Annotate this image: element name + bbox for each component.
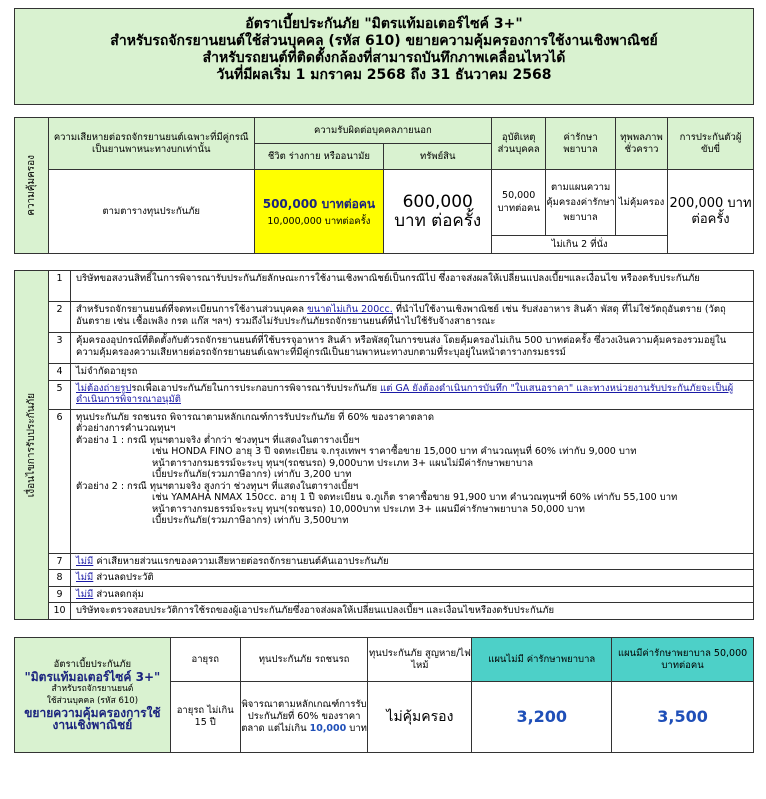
conditions-side-label-cell: [15, 271, 49, 620]
condition-number: 2: [49, 302, 71, 333]
col-property-header: ทรัพย์สิน: [384, 144, 492, 170]
value-sum-insured-cap: 10,000: [309, 723, 347, 734]
condition-5-ga-link[interactable]: แต่ GA ยังต้องดำเนินการบันทึก "ใบเสนอราคา" และทางหน่วยงานรับประกันภัยจะเป็นผู้ดำเนินการพิจารณาอนุมัติ: [76, 382, 734, 405]
condition-6-line: ตัวอย่าง 1 : กรณี ทุนฯตามจริง ต่ำกว่า ช่วงทุนฯ ที่แสดงในตารางเบี้ยฯ: [76, 434, 360, 446]
coverage-side-label-cell: [15, 118, 49, 254]
condition-text: บริษัทจะตรวจสอบประวัติการใช้รถของผู้เอาประกันภัยซึ่งอาจส่งผลให้เปลี่ยนแปลงเบี้ยฯ และเงื่อนไขหรืองดรับประกันภัย: [71, 603, 754, 620]
plan-name-cell: [15, 638, 171, 753]
coverage-table: [14, 117, 754, 254]
plan-label-1: อัตราเบี้ยประกันภัย: [53, 659, 132, 670]
condition-text: ไม่จำกัดอายุรถ: [71, 364, 754, 381]
value-seats: ไม่เกิน 2 ที่นั่ง: [492, 236, 668, 254]
col-bail-header: การประกันตัวผู้ขับขี่: [668, 118, 754, 170]
condition-6-line: ตัวอย่าง 2 : กรณี ทุนฯตามจริง สูงกว่า ช่วงทุนฯ ที่แสดงในตารางเบี้ยฯ: [76, 480, 359, 492]
condition-text: [71, 302, 754, 333]
plan-label-2: สำหรับรถจักรยานยนต์: [51, 684, 134, 694]
value-medical: ตามแผนความคุ้มครองค่ารักษาพยาบาล: [546, 170, 616, 236]
plan-extension: ขยายความคุ้มครองการใช้งานเชิงพาณิชย์: [24, 706, 161, 732]
condition-number: 4: [49, 364, 71, 381]
condition-text: [71, 553, 754, 570]
premium-summary-table: [14, 637, 754, 753]
conditions-side-label: เงื่อนไขการรับประกันภัย: [25, 392, 37, 497]
condition-number: 1: [49, 271, 71, 302]
condition-6-line: เบี้ยประกันภัย(รวมภาษีอากร) เท่ากับ 3,200 บาท: [152, 469, 352, 480]
value-sum-insured: [240, 682, 368, 753]
value-life-main: 500,000 บาทต่อคน: [262, 196, 376, 211]
premium-medical: 3,500: [612, 682, 754, 753]
value-life-sub: 10,000,000 บาทต่อครั้ง: [267, 215, 371, 227]
condition-7-part-c: ค่าเสียหายส่วนแรกของความเสียหายต่อรถจักรยานยนต์คันเอาประกันภัย: [93, 555, 389, 567]
condition-8-part-c: ส่วนลดประวัติ: [93, 572, 154, 583]
header-plan-medical: แผนมีค่ารักษาพยาบาล 50,000 บาทต่อคน: [612, 638, 754, 682]
condition-9-none-link[interactable]: ไม่มี: [76, 588, 94, 600]
header-line-3: สำหรับรถยนต์ที่ติดตั้งกล้องที่สามารถบันทึกภาพเคลื่อนไหวได้: [202, 50, 566, 66]
value-life: [254, 170, 384, 254]
condition-5-part-b: รถเพื่อเอาประกันภัยในการประกอบการพิจารณารับประกันภัย: [131, 382, 381, 394]
condition-6-line: เช่น HONDA FINO อายุ 3 ปี จดทะเบียน จ.กรุงเทพฯ ราคาซื้อขาย 15,000 บาท คำนวณทุนที่ 60% เท่ากับ 9,000 บาท: [152, 446, 637, 457]
condition-2-part-c: ที่นำไปใช้งานเชิงพาณิชย์ เช่น รับส่งอาหาร สินค้า พัสดุ ที่ไม่ใช่วัตถุอันตราย (วัตถุอันตราย เช่น เชื้อเพลิง กรด แก๊ส ฯลฯ) รวมถึงไม่รับประกันภัยรถจักรยานยนต์ที่นำไปใช้รับจ้างสาธารณะ: [76, 304, 726, 327]
condition-6-line: ตัวอย่างการคำนวณทุนฯ: [76, 423, 176, 434]
value-car-age: อายุรถ ไม่เกิน 15 ปี: [170, 682, 240, 753]
col-third-party-header: ความรับผิดต่อบุคคลภายนอก: [254, 118, 492, 144]
condition-text: [71, 409, 754, 553]
value-bail: 200,000 บาทต่อครั้ง: [668, 170, 754, 254]
condition-number: 10: [49, 603, 71, 620]
value-property: 600,000 บาท ต่อครั้ง: [384, 170, 492, 254]
condition-2-cc-link[interactable]: ขนาดไม่เกิน 200cc.: [307, 304, 393, 315]
condition-number: 6: [49, 409, 71, 553]
condition-number: 8: [49, 570, 71, 587]
header-line-4: วันที่มีผลเริ่ม 1 มกราคม 2568 ถึง 31 ธันวาคม 2568: [216, 67, 552, 83]
value-sum-insured-unit: บาท: [346, 723, 367, 734]
conditions-table: [14, 270, 754, 620]
header-line-2: สำหรับรถจักรยานยนต์ใช้ส่วนบุคคล (รหัส 610) ขยายความคุ้มครองการใช้งานเชิงพาณิชย์: [110, 33, 658, 49]
header-sum-insured: ทุนประกันภัย รถชนรถ: [240, 638, 368, 682]
condition-9-part-c: ส่วนลดกลุ่ม: [93, 588, 144, 600]
value-accident: 50,000 บาทต่อคน: [492, 170, 546, 236]
condition-6-line: หน้าตารางกรมธรรม์จะระบุ ทุนฯ(รถชนรถ) 9,000บาท ประเภท 3+ แผนไม่มีค่ารักษาพยาบาล: [152, 457, 534, 469]
condition-text: [71, 570, 754, 587]
condition-number: 9: [49, 586, 71, 603]
condition-text: [71, 380, 754, 409]
col-medical-header: ค่ารักษาพยาบาล: [546, 118, 616, 170]
plan-label-3: ใช้ส่วนบุคคล (รหัส 610): [46, 696, 139, 706]
condition-6-line: เช่น YAMAHA NMAX 150cc. อายุ 1 ปี จดทะเบียน จ.ภูเก็ต ราคาซื้อขาย 91,900 บาท คำนวณทุนฯที่ 60% เท่ากับ 55,100 บาท: [152, 492, 678, 503]
value-sum-insured-text: พิจารณาตามหลักเกณฑ์การรับประกันภัยที่ 60% ของราคาตลาด แต่ไม่เกิน: [241, 699, 367, 734]
premium-no-medical: 3,200: [472, 682, 612, 753]
condition-6-line: ทุนประกันภัย รถชนรถ พิจารณาตามหลักเกณฑ์การรับประกันภัย ที่ 60% ของราคาตลาด: [76, 411, 434, 423]
coverage-side-label: ความคุ้มครอง: [25, 155, 37, 216]
condition-text: คุ้มครองอุปกรณ์ที่ติดตั้งกับตัวรถจักรยานยนต์ที่ใช้บรรจุอาหาร สินค้า หรือพัสดุในการขนส่ง โดยคุ้มครองไม่เกิน 500 บาทต่อครั้ง ซึ่งวงเงินความคุ้มครองรวมอยู่ในความคุ้มครองความเสียหายต่อรถจักรยานยนต์เฉพาะที่มีคู่กรณีเป็นยานพาหนะทางบกตามที่ระบุอยู่ในหน้าตารางกรมธรรม์: [71, 333, 754, 364]
col-damage-header: ความเสียหายต่อรถจักรยานยนต์เฉพาะที่มีคู่กรณีเป็นยานพาหนะทางบกเท่านั้น: [48, 118, 254, 170]
value-disability: ไม่คุ้มครอง: [616, 170, 668, 236]
condition-7-none-link[interactable]: ไม่มี: [76, 555, 94, 567]
condition-number: 5: [49, 380, 71, 409]
header-car-age: อายุรถ: [170, 638, 240, 682]
value-damage: ตามตารางทุนประกันภัย: [48, 170, 254, 254]
header-plan-no-medical: แผนไม่มี ค่ารักษาพยาบาล: [472, 638, 612, 682]
condition-number: 7: [49, 553, 71, 570]
condition-8-none-link[interactable]: ไม่มี: [76, 572, 94, 583]
condition-text: บริษัทขอสงวนสิทธิ์ในการพิจารณารับประกันภัยลักษณะการใช้งานเชิงพาณิชย์เป็นกรณีไป ซึ่งอาจส่งผลให้เปลี่ยนแปลงเบี้ยฯและเงื่อนไข หรืองดรับประกันภัย: [71, 271, 754, 302]
plan-name: "มิตรแท้มอเตอร์ไซค์ 3+": [24, 670, 161, 684]
col-life-header: ชีวิต ร่างกาย หรืออนามัย: [254, 144, 384, 170]
condition-number: 3: [49, 333, 71, 364]
rate-header: [14, 8, 754, 105]
condition-6-line: หน้าตารางกรมธรรม์จะระบุ ทุนฯ(รถชนรถ) 10,000บาท ประเภท 3+ แผนมีค่ารักษาพยาบาล 50,000 บาท: [152, 503, 585, 515]
header-loss-fire: ทุนประกันภัย สูญหาย/ไฟไหม้: [368, 638, 472, 682]
col-disability-header: ทุพพลภาพชั่วคราว: [616, 118, 668, 170]
condition-text: [71, 586, 754, 603]
condition-5-no-photo-link[interactable]: ไม่ต้องถ่ายรูป: [76, 382, 132, 394]
value-loss-fire: ไม่คุ้มครอง: [368, 682, 472, 753]
condition-2-part-a: สำหรับรถจักรยานยนต์ที่จดทะเบียนการใช้งานส่วนบุคคล: [76, 304, 308, 315]
condition-6-line: เบี้ยประกันภัย(รวมภาษีอากร) เท่ากับ 3,500บาท: [152, 515, 349, 526]
header-line-1: อัตราเบี้ยประกันภัย "มิตรแท้มอเตอร์ไซค์ 3+": [245, 16, 523, 32]
col-accident-header: อุบัติเหตุส่วนบุคคล: [492, 118, 546, 170]
